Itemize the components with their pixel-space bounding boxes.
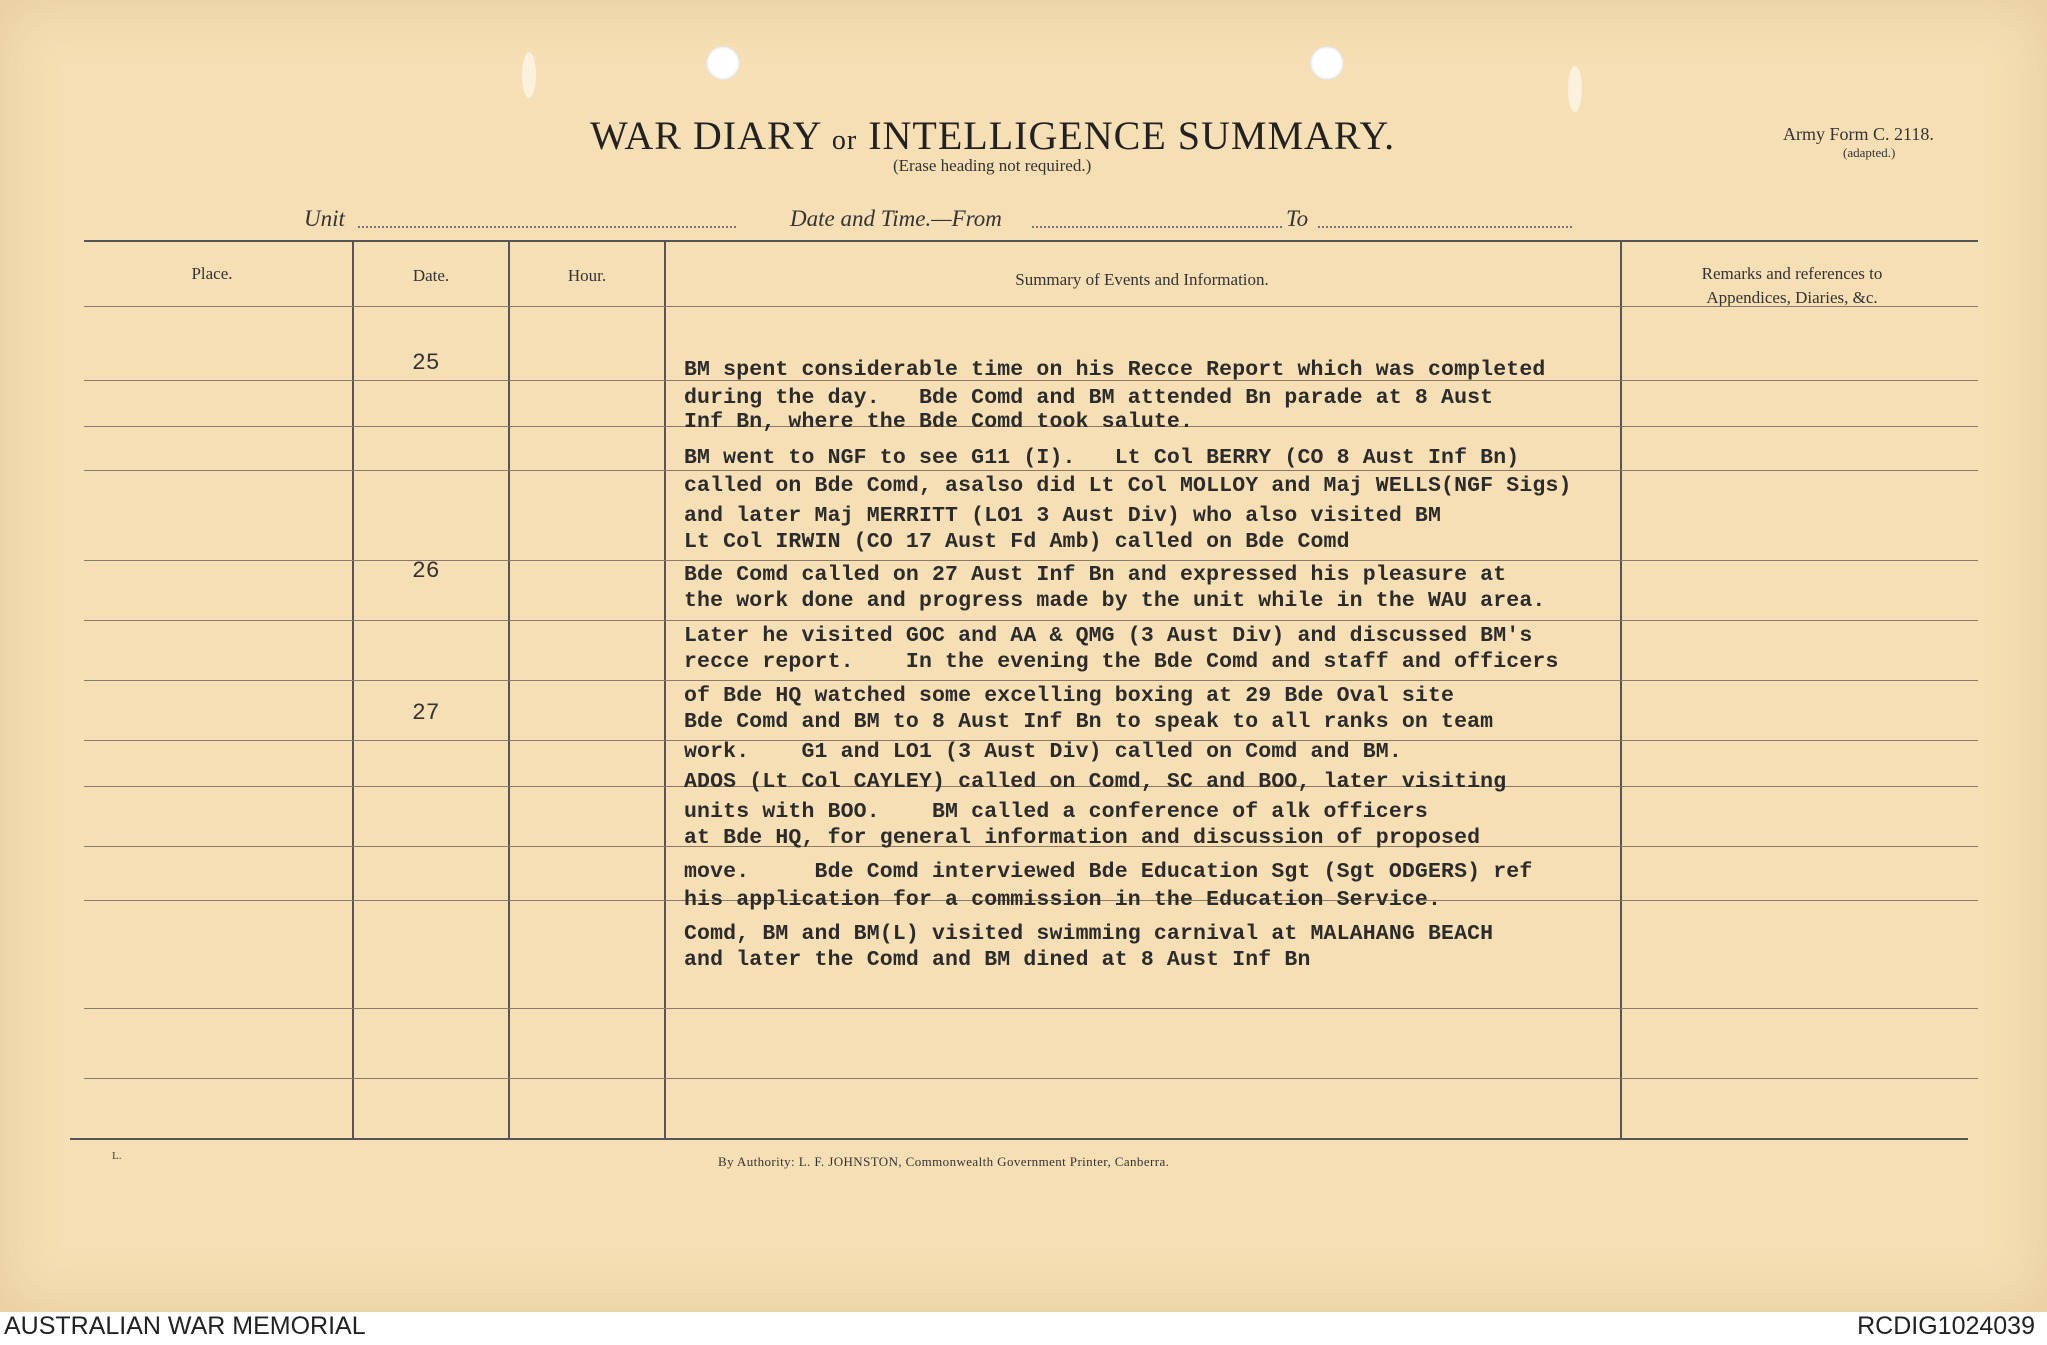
summary-line: Bde Comd and BM to 8 Aust Inf Bn to speak to all ranks on team <box>684 710 1494 734</box>
entry-date: 27 <box>412 700 440 726</box>
summary-line: ADOS (Lt Col CAYLEY) called on Comd, SC and BOO, later visiting <box>684 770 1507 794</box>
archive-reference: RCDIG1024039 <box>1857 1312 2035 1340</box>
punch-hole-right <box>1310 46 1344 80</box>
summary-line: Later he visited GOC and AA & QMG (3 Aust Div) and discussed BM's <box>684 624 1533 648</box>
summary-line: Inf Bn, where the Bde Comd took salute. <box>684 410 1194 434</box>
table-top-rule <box>84 240 1978 242</box>
column-header-hour: Hour. <box>567 266 607 285</box>
ruled-line <box>84 306 1978 307</box>
column-header-summary: Summary of Events and Information. <box>1015 270 1269 289</box>
summary-line: during the day. Bde Comd and BM attended Bn parade at 8 Aust <box>684 386 1494 410</box>
to-label: To <box>1286 206 1309 231</box>
summary-line: BM went to NGF to see G11 (I). Lt Col BERRY (CO 8 Aust Inf Bn) <box>684 446 1520 470</box>
summary-line: his application for a commission in the Education Service. <box>684 888 1442 912</box>
entry-date: 25 <box>412 350 440 376</box>
punch-hole-left <box>706 46 740 80</box>
column-header-date: Date. <box>412 266 450 285</box>
summary-line: work. G1 and LO1 (3 Aust Div) called on Comd and BM. <box>684 740 1402 764</box>
remarks-header-line-1: Remarks and references to <box>1701 264 1883 283</box>
summary-line: Comd, BM and BM(L) visited swimming carnival at MALAHANG BEACH <box>684 922 1494 946</box>
ruled-line <box>84 1078 1978 1079</box>
column-header-place: Place. <box>191 264 233 283</box>
form-subtitle: (Erase heading not required.) <box>893 156 1092 175</box>
form-title <box>590 112 1395 159</box>
remarks-header-line-2: Appendices, Diaries, &c. <box>1706 288 1878 307</box>
ruled-line <box>84 470 1978 471</box>
summary-line: and later Maj MERRITT (LO1 3 Aust Div) who also visited BM <box>684 504 1442 528</box>
summary-line: at Bde HQ, for general information and discussion of proposed <box>684 826 1481 850</box>
paper-crease-left <box>522 52 536 98</box>
date-time-label: Date and Time.—From <box>790 206 1002 231</box>
summary-line: BM spent considerable time on his Recce Report which was completed <box>684 358 1546 382</box>
date-from-field-line <box>1032 226 1282 228</box>
summary-line: units with BOO. BM called a conference of alk officers <box>684 800 1428 824</box>
summary-line: of Bde HQ watched some excelling boxing at 29 Bde Oval site <box>684 684 1455 708</box>
column-divider-hour-summary <box>664 242 666 1138</box>
column-divider-date-hour <box>508 242 510 1138</box>
date-to-field-line <box>1318 226 1572 228</box>
table-bottom-rule <box>70 1138 1968 1140</box>
form-number: Army Form C. 2118. <box>1783 124 1934 144</box>
footer-mark: L. <box>112 1150 122 1162</box>
title-intelligence-summary: INTELLIGENCE SUMMARY. <box>868 113 1396 158</box>
unit-label: Unit <box>304 206 345 231</box>
summary-line: and later the Comd and BM dined at 8 Aust Inf Bn <box>684 948 1311 972</box>
ruled-line <box>84 560 1978 561</box>
summary-line: Lt Col IRWIN (CO 17 Aust Fd Amb) called on Bde Comd <box>684 530 1350 554</box>
ruled-line <box>84 620 1978 621</box>
column-divider-summary-remarks <box>1620 242 1622 1138</box>
ruled-line <box>84 1008 1978 1009</box>
summary-line: move. Bde Comd interviewed Bde Education Sgt (Sgt ODGERS) ref <box>684 860 1533 884</box>
ruled-line <box>84 680 1978 681</box>
summary-line: recce report. In the evening the Bde Comd and staff and officers <box>684 650 1559 674</box>
unit-field-line <box>358 226 736 228</box>
column-header-remarks <box>1622 262 1962 310</box>
title-war-diary: WAR DIARY <box>590 113 821 158</box>
form-adapted: (adapted.) <box>1843 145 1896 160</box>
archive-institution: AUSTRALIAN WAR MEMORIAL <box>4 1312 366 1340</box>
printer-authority: By Authority: L. F. JOHNSTON, Commonwealth Government Printer, Canberra. <box>718 1154 1170 1169</box>
title-or: or <box>831 125 858 156</box>
summary-line: called on Bde Comd, asalso did Lt Col MOLLOY and Maj WELLS(NGF Sigs) <box>684 474 1572 498</box>
paper-crease-right <box>1568 66 1582 112</box>
summary-line: Bde Comd called on 27 Aust Inf Bn and expressed his pleasure at <box>684 563 1507 587</box>
column-divider-place-date <box>352 242 354 1138</box>
summary-line: the work done and progress made by the unit while in the WAU area. <box>684 589 1546 613</box>
entry-date: 26 <box>412 558 440 584</box>
